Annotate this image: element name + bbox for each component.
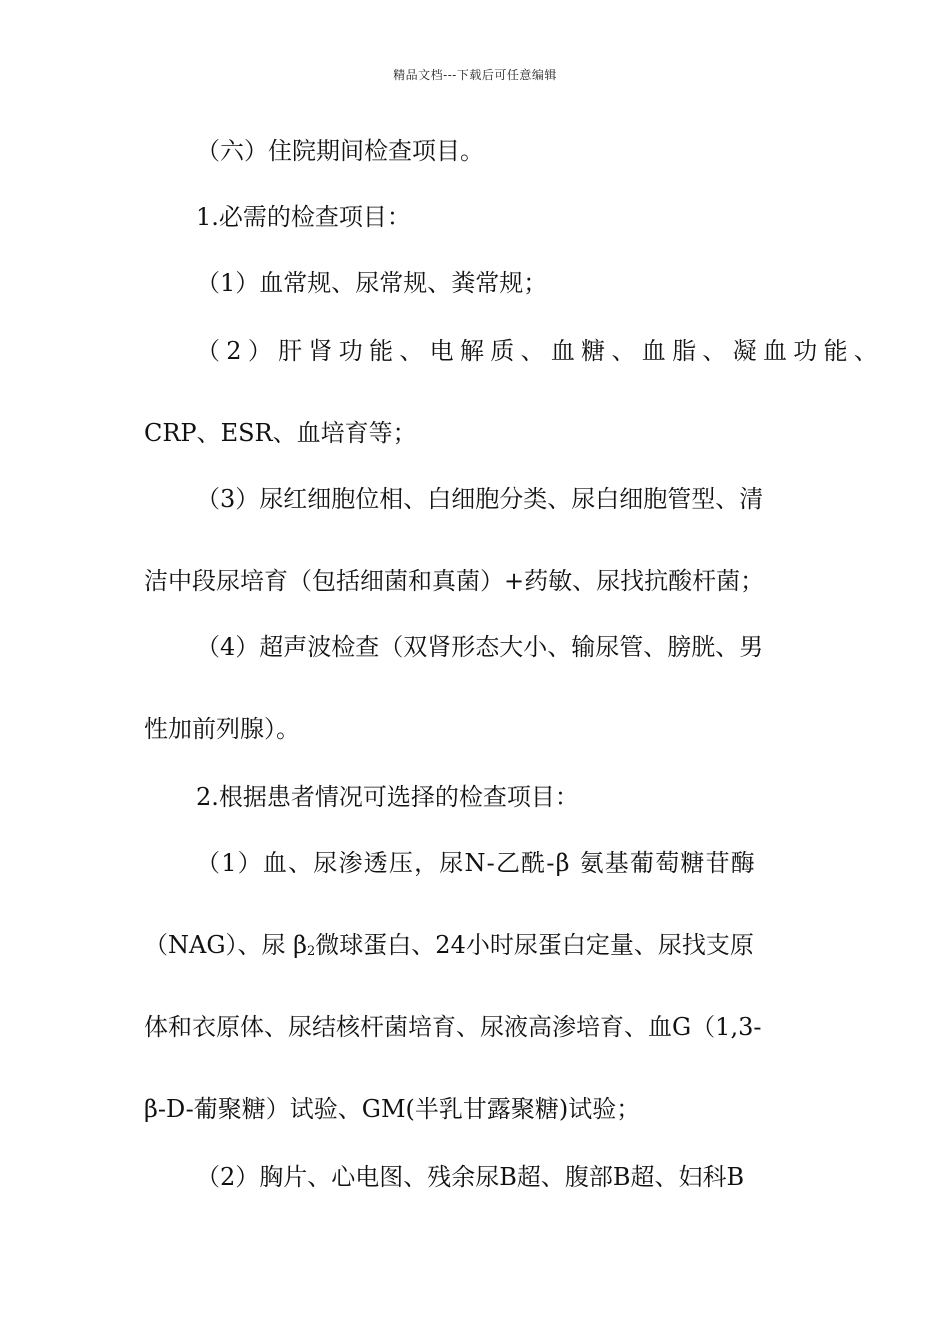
paragraph-line: 洁中段尿培育（包括细菌和真菌）+药敏、尿找抗酸杆菌； — [144, 567, 765, 595]
subheading-required-tests: 1.必需的检查项目： — [196, 203, 411, 231]
paragraph-line: （2）胸片、心电图、残余尿B超、腹部B超、妇科B — [196, 1163, 745, 1191]
paragraph-line: （1）血常规、尿常规、粪常规； — [196, 269, 548, 297]
subheading-optional-tests: 2.根据患者情况可选择的检查项目： — [196, 783, 579, 811]
section-heading: （六）住院期间检查项目。 — [196, 137, 484, 165]
page-header: 精品文档---下载后可任意编辑 — [393, 68, 557, 82]
subscript: 2 — [307, 944, 316, 959]
text-segment: （NAG）、尿 β — [144, 931, 308, 959]
paragraph-line: （1）血、尿渗透压，尿N-乙酰-β 氨基葡萄糖苷酶 — [196, 849, 756, 877]
paragraph-line: β-D-葡聚糖）试验、GM(半乳甘露聚糖)试验； — [144, 1095, 641, 1123]
paragraph-line: （2）肝肾功能、电解质、血糖、血脂、凝血功能、 — [196, 337, 885, 365]
paragraph-line: CRP、ESR、血培育等； — [144, 419, 417, 447]
paragraph-line — [144, 930, 754, 967]
paragraph-line: 体和衣原体、尿结核杆菌培育、尿液高渗培育、血G（1,3- — [144, 1013, 762, 1041]
paragraph-line: 性加前列腺）。 — [144, 715, 300, 743]
paragraph-line: （4）超声波检查（双肾形态大小、输尿管、膀胱、男 — [196, 633, 764, 661]
paragraph-line: （3）尿红细胞位相、白细胞分类、尿白细胞管型、清 — [196, 485, 764, 513]
text-segment: 微球蛋白、24小时尿蛋白定量、尿找支原 — [315, 931, 754, 959]
